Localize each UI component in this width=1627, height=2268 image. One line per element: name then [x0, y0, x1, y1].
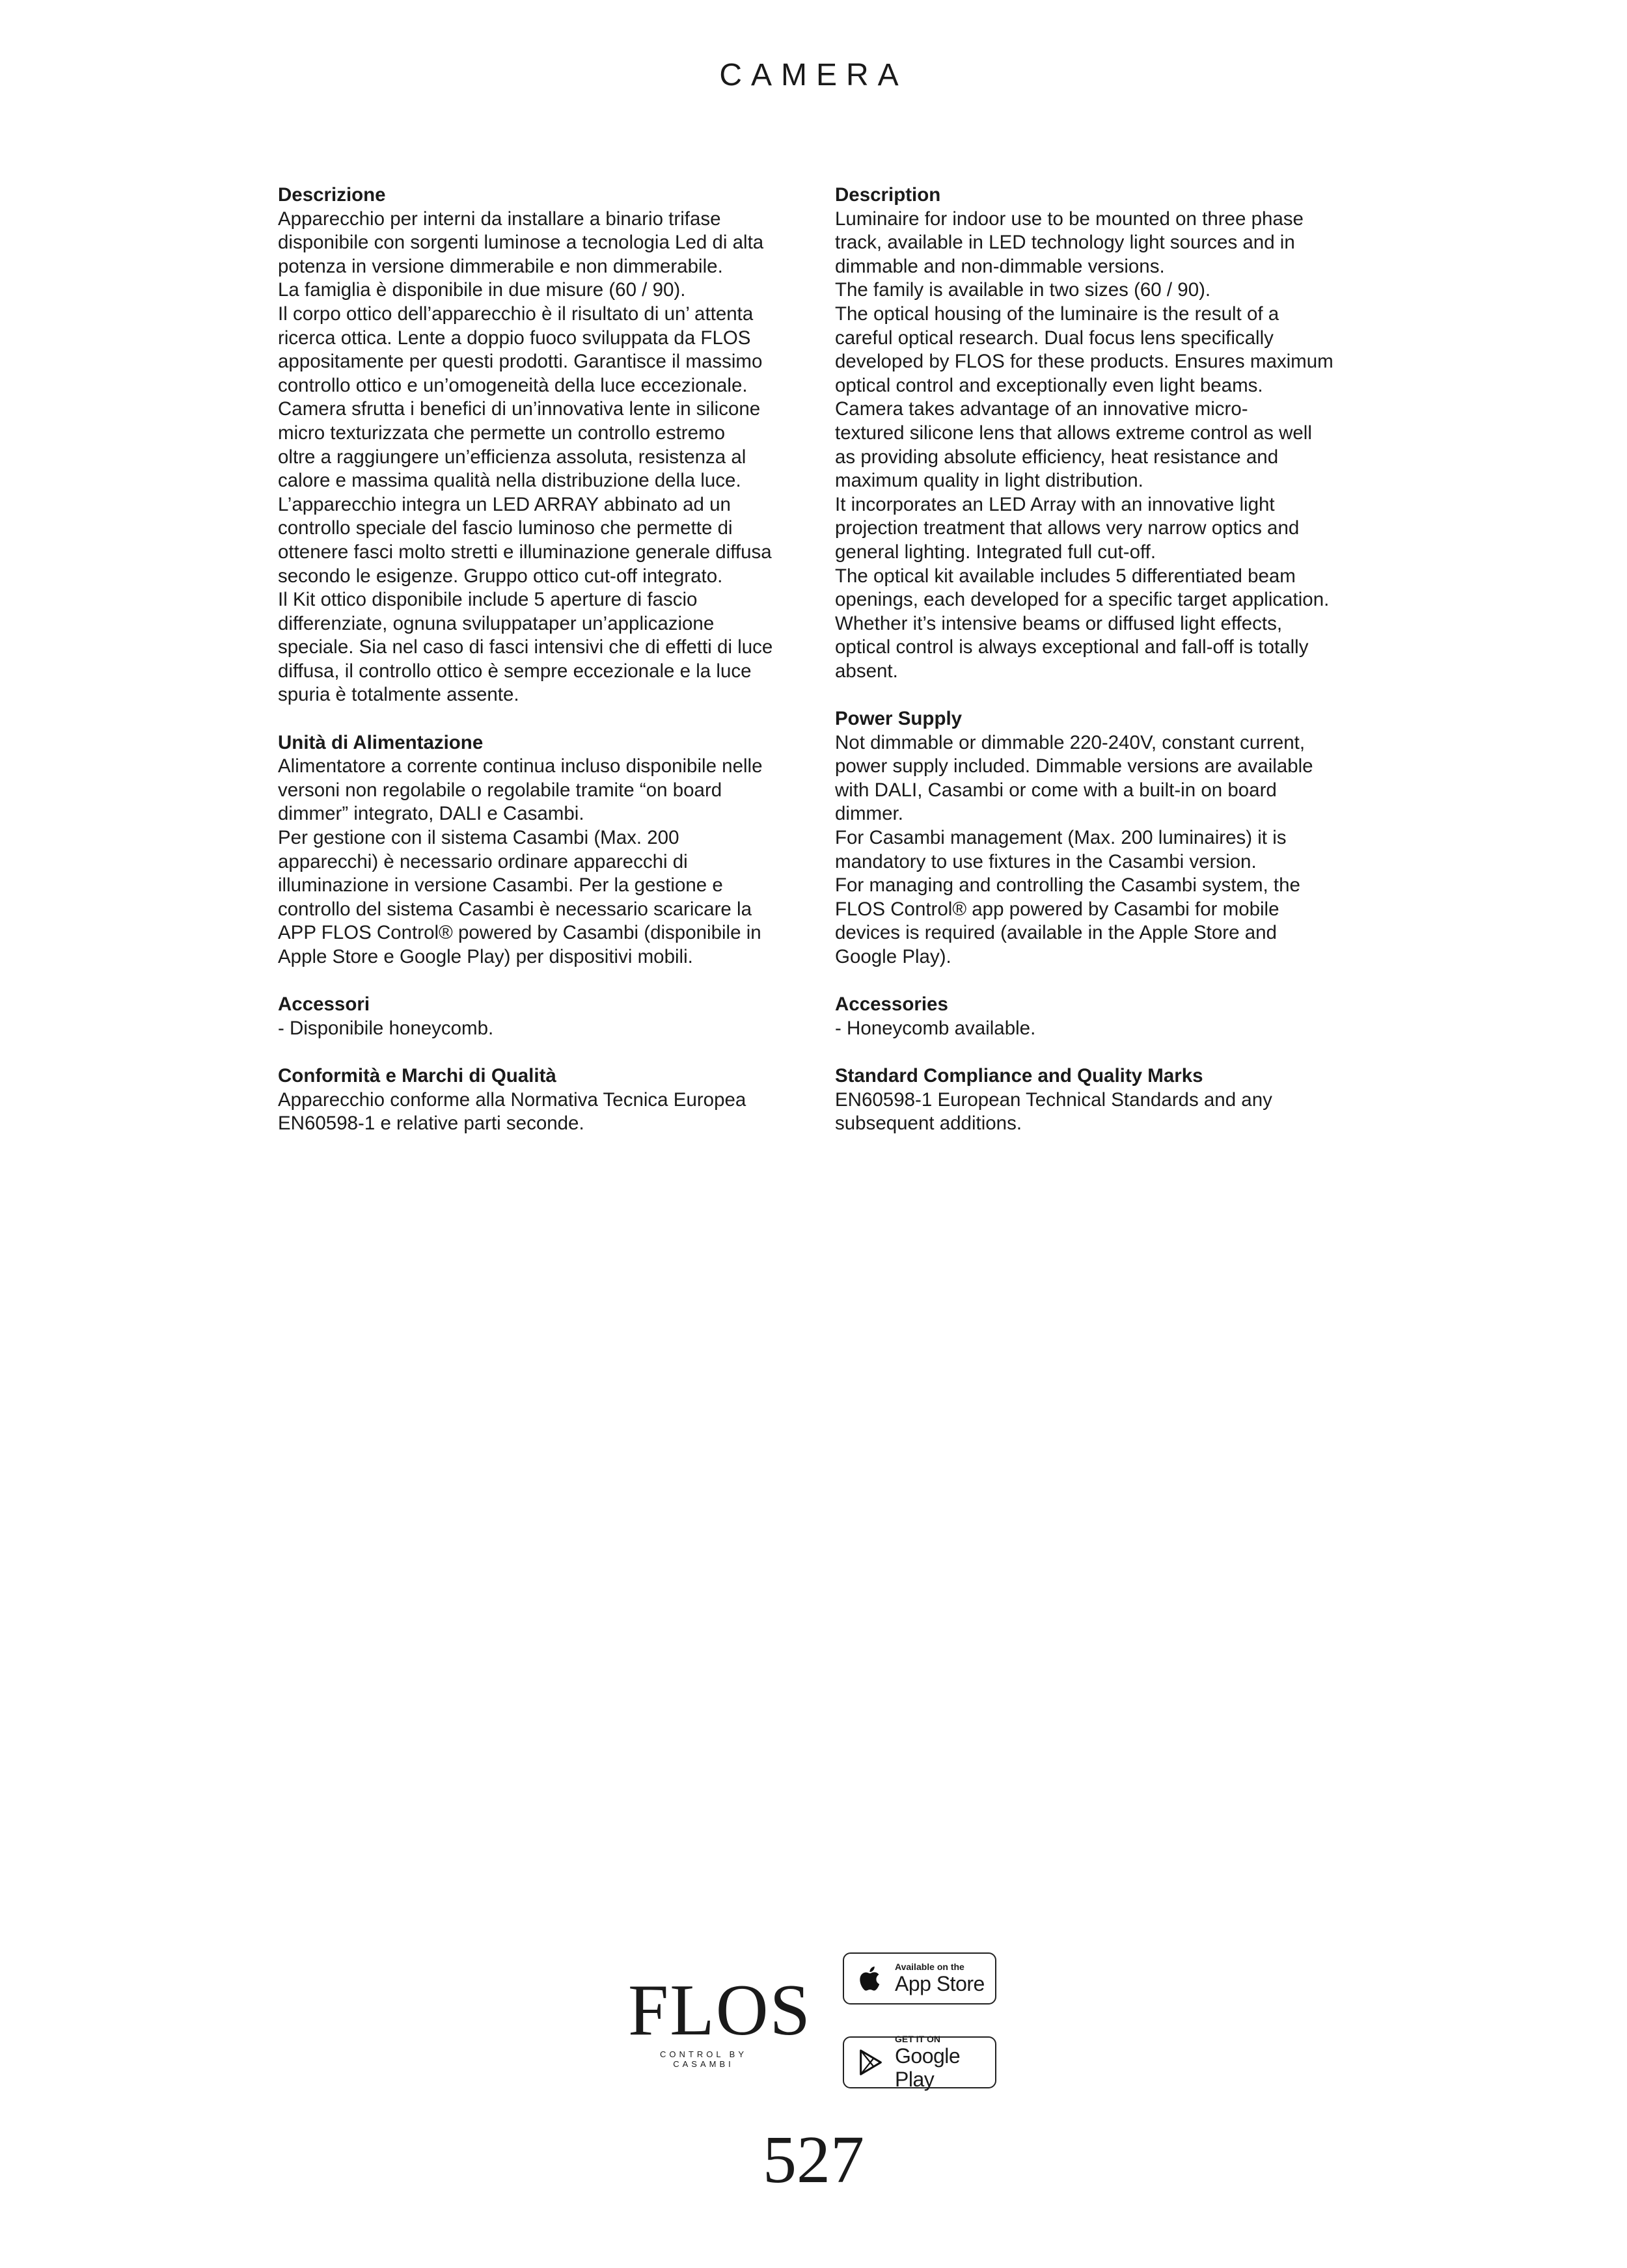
section-heading: Standard Compliance and Quality Marks	[835, 1064, 1203, 1087]
section-body: Luminaire for indoor use to be mounted on three phase track, available in LED technology light sources and in dimmable and non-dimmable versions. The family is available in two sizes (60 / 90). The optical housing of the luminaire is the result of a careful optical research. Dual focus lens specifically developed by FLOS for these products. Ensures maximum optical control and exceptionally even light beams. Camera takes advantage of an innovative micro- textured silicone lens that allows extreme control as well as providing absolute efficiency, heat resistance and maximum quality in light distribution. It incorporates an LED Array with an innovative light projection treatment that allows very narrow optics and general lighting. Integrated full cut-off. The optical kit available includes 5 differentiated beam openings, each developed for a specific target application. Whether it’s intensive beams or diffused light effects, optical control is always exceptional and fall-off is totally absent.	[835, 208, 1333, 682]
google-play-icon	[856, 2047, 886, 2077]
section-alimentazione	[278, 731, 799, 969]
flos-logo-subtitle: CONTROL BY CASAMBI	[659, 2049, 748, 2069]
section-body: Not dimmable or dimmable 220-240V, constant current, power supply included. Dimmable versions are available with DALI, Casambi or come with a built-in on board dimmer. For Casambi management (Max. 200 luminaires) it is mandatory to use fixtures in the Casambi version. For managing and controlling the Casambi system, the FLOS Control® app powered by Casambi for mobile devices is required (available in the Apple Store and Google Play).	[835, 731, 1313, 967]
section-heading: Power Supply	[835, 708, 963, 730]
section-heading: Accessories	[835, 993, 948, 1016]
section-heading: Unità di Alimentazione	[278, 731, 484, 753]
section-heading: Conformità e Marchi di Qualità	[278, 1064, 556, 1087]
section-accessori	[278, 993, 799, 1040]
italian-column	[278, 183, 799, 1159]
section-body: Apparecchio per interni da installare a binario trifase disponibile con sorgenti luminose a tecnologia Led di alta potenza in versione dimmerabile e non dimmerabile. La famiglia è disponibile in due misure (60 / 90). Il corpo ottico dell’apparecchio è il risultato di un’ attenta ricerca ottica. Lente a doppio fuoco sviluppata da FLOS appositamente per questi prodotti. Garantisce il massimo controllo ottico e un’omogeneità della luce eccezionale. Camera sfrutta i benefici di un’innovativa lente in silicone micro texturizzata che permette un controllo estremo oltre a raggiungere un’efficienza assoluta, resistenza al calore e massima qualità nella distribuzione della luce. L’apparecchio integra un LED ARRAY abbinato ad un controllo speciale del fascio luminoso che permette di ottenere fasci molto stretti e illuminazione generale diffusa secondo le esigenze. Gruppo ottico cut-off integrato. Il Kit ottico disponibile include 5 aperture di fascio differenziate, ognuna sviluppataper un’applicazione speciale. Sia nel caso di fasci intensivi che di effetti di luce diffusa, il controllo ottico è sempre eccezionale e la luce spuria è totalmente assente.	[278, 208, 773, 706]
section-compliance	[835, 1064, 1356, 1136]
section-conformita	[278, 1064, 799, 1136]
section-heading: Accessori	[278, 993, 370, 1016]
section-heading: Description	[835, 184, 941, 206]
flos-logo	[628, 1970, 812, 2069]
section-description	[835, 183, 1356, 683]
section-body: - Disponibile honeycomb.	[278, 1017, 494, 1039]
google-play-big-text: Google Play	[895, 2044, 961, 2091]
section-body: Alimentatore a corrente continua incluso disponibile nelle versoni non regolabile o regolabile tramite “on board dimmer” integrato, DALI e Casambi. Per gestione con il sistema Casambi (Max. 200 apparecchi) è necessario ordinare apparecchi di illuminazione in versione Casambi. Per la gestione e controllo del sistema Casambi è necessario scaricare la APP FLOS Control® powered by Casambi (disponibile in Apple Store e Google Play) per dispositivi mobili.	[278, 755, 763, 967]
section-power-supply	[835, 707, 1356, 969]
section-body: Apparecchio conforme alla Normativa Tecnica Europea EN60598-1 e relative parti seconde.	[278, 1088, 746, 1135]
english-column	[835, 183, 1356, 1159]
section-body: EN60598-1 European Technical Standards and any subsequent additions.	[835, 1088, 1272, 1135]
flos-logo-word: FLOS	[628, 1970, 812, 2051]
google-play-small-text: GET IT ON	[895, 2034, 940, 2044]
page-title: CAMERA	[719, 58, 908, 92]
apple-icon	[856, 1964, 886, 1993]
section-body: - Honeycomb available.	[835, 1017, 1036, 1039]
page-number: 527	[763, 2122, 864, 2197]
section-descrizione	[278, 183, 799, 707]
app-store-small-text: Available on the	[895, 1962, 964, 1972]
app-store-big-text: App Store	[895, 1972, 985, 1995]
section-accessories	[835, 993, 1356, 1040]
section-heading: Descrizione	[278, 184, 386, 206]
google-play-badge[interactable]	[843, 2034, 996, 2091]
app-store-badge[interactable]	[843, 1952, 996, 2005]
